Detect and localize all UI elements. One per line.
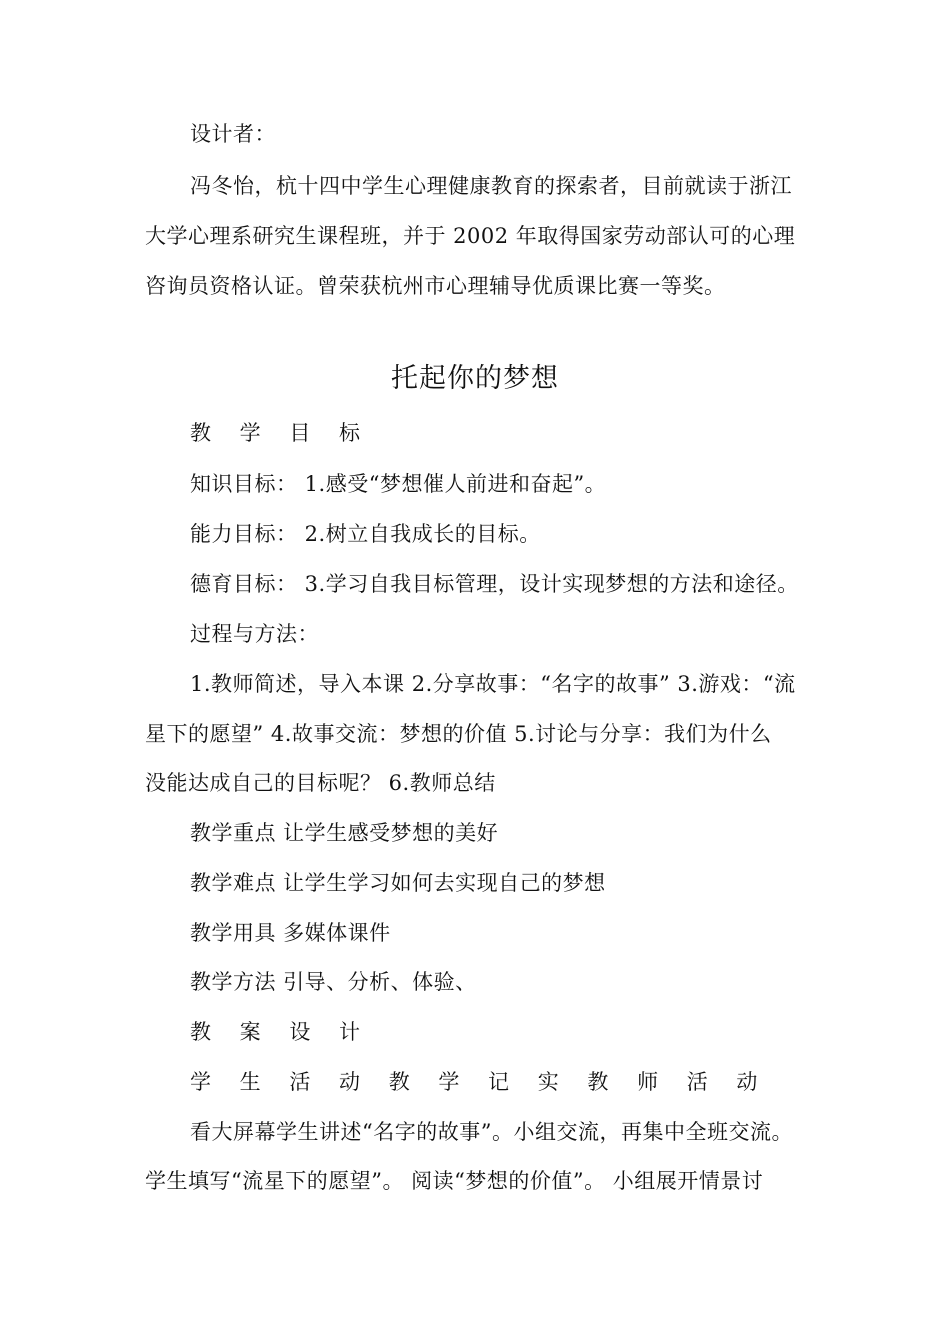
designer-bio-line-2: 大学心理系研究生课程班，并于 2002 年取得国家劳动部认可的心理: [145, 224, 796, 248]
designer-bio-line-3: 咨询员资格认证。曾荣获杭州市心理辅导优质课比赛一等奖。: [145, 274, 726, 298]
moral-goal: 德育目标： 3.学习自我目标管理，设计实现梦想的方法和途径。: [190, 572, 799, 596]
process-line-2: 星下的愿望” 4.故事交流：梦想的价值 5.讨论与分享：我们为什么: [145, 722, 772, 746]
teaching-tools: 教学用具 多媒体课件: [190, 921, 391, 945]
lesson-title: 托起你的梦想: [391, 363, 559, 394]
difficulty-point: 教学难点 让学生学习如何去实现自己的梦想: [190, 871, 606, 895]
objectives-heading: 教 学 目 标: [190, 421, 372, 445]
activity-heading: 学 生 活 动 教 学 记 实 教 师 活 动: [190, 1070, 769, 1094]
design-heading: 教 案 设 计: [190, 1020, 372, 1044]
process-line-3: 没能达成自己的目标呢？ 6.教师总结: [145, 771, 496, 795]
designer-bio-line-1: 冯冬怡，杭十四中学生心理健康教育的探索者，目前就读于浙江: [190, 174, 792, 198]
ability-goal: 能力目标： 2.树立自我成长的目标。: [190, 522, 541, 546]
teaching-methods: 教学方法 引导、分析、体验、: [190, 970, 477, 994]
process-heading: 过程与方法：: [190, 622, 319, 646]
activity-line-1: 看大屏幕学生讲述“名字的故事”。小组交流，再集中全班交流。: [190, 1120, 793, 1144]
designer-heading: 设计者：: [190, 122, 276, 146]
key-point: 教学重点 让学生感受梦想的美好: [190, 821, 499, 845]
activity-line-2: 学生填写“流星下的愿望”。 阅读“梦想的价值”。 小组展开情景讨: [145, 1169, 764, 1193]
knowledge-goal: 知识目标： 1.感受“梦想催人前进和奋起”。: [190, 472, 607, 496]
process-line-1: 1.教师简述，导入本课 2.分享故事：“名字的故事” 3.游戏：“流: [190, 672, 796, 696]
